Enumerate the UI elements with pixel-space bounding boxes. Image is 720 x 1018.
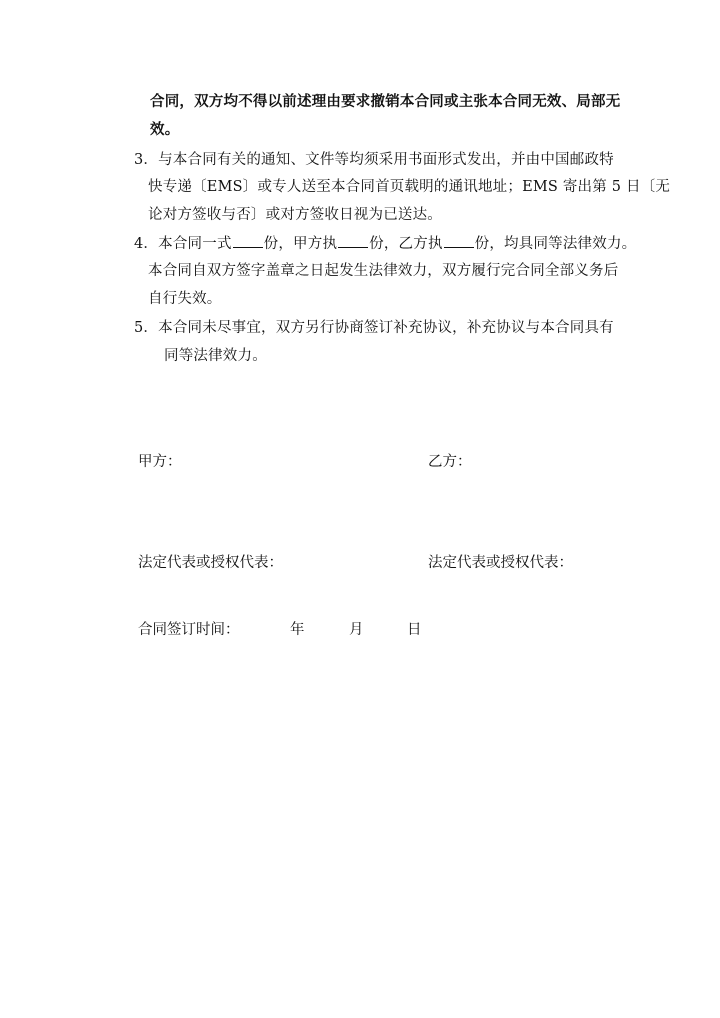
clause-4-line-1 [134, 233, 636, 254]
clause-3-line-1 [134, 150, 614, 170]
clause-4-text-b: 份，甲方执 [263, 236, 338, 252]
copies-party-b-blank [444, 233, 474, 248]
clause-4-text-a: 本合同一式 [158, 236, 232, 252]
intro-line-1: 合同，双方均不得以前述理由要求撤销本合同或主张本合同无效、局部无 [150, 93, 621, 110]
party-b-representative-label: 法定代表或授权代表： [428, 555, 573, 571]
party-b-label: 乙方： [428, 454, 472, 470]
clause-3-line-2: 快专递〔EMS〕或专人送至本合同首页载明的通讯地址；EMS 寄出第 5 日〔无 [148, 179, 671, 195]
copies-total-blank [233, 233, 263, 248]
month-label: 月 [349, 622, 364, 638]
signing-date-label: 合同签订时间： [138, 622, 240, 638]
clause-4-line-3: 自行失效。 [148, 291, 222, 307]
party-a-representative-label: 法定代表或授权代表： [138, 555, 283, 571]
party-a-label: 甲方： [138, 454, 182, 470]
copies-party-a-blank [338, 233, 368, 248]
intro-line-2: 效。 [150, 121, 180, 138]
clause-4-number: 4． [134, 236, 159, 252]
clause-5-text-1: 本合同未尽事宜，双方另行协商签订补充协议，补充协议与本合同具有 [158, 320, 614, 336]
clause-5-line-2: 同等法律效力。 [164, 348, 267, 364]
clause-3-text-1: 与本合同有关的通知、文件等均须采用书面形式发出，并由中国邮政特 [158, 152, 614, 168]
year-label: 年 [290, 622, 305, 638]
clause-5-number: 5． [134, 320, 159, 336]
clause-3-line-3: 论对方签收与否〕或对方签收日视为已送达。 [148, 207, 442, 223]
clause-5-line-1 [134, 318, 614, 338]
day-label: 日 [407, 622, 422, 638]
clause-3-number: 3． [134, 152, 159, 168]
clause-4-text-d: 份，均具同等法律效力。 [474, 236, 637, 252]
clause-4-line-2: 本合同自双方签字盖章之日起发生法律效力，双方履行完合同全部义务后 [148, 263, 619, 279]
clause-4-text-c: 份，乙方执 [369, 236, 443, 252]
